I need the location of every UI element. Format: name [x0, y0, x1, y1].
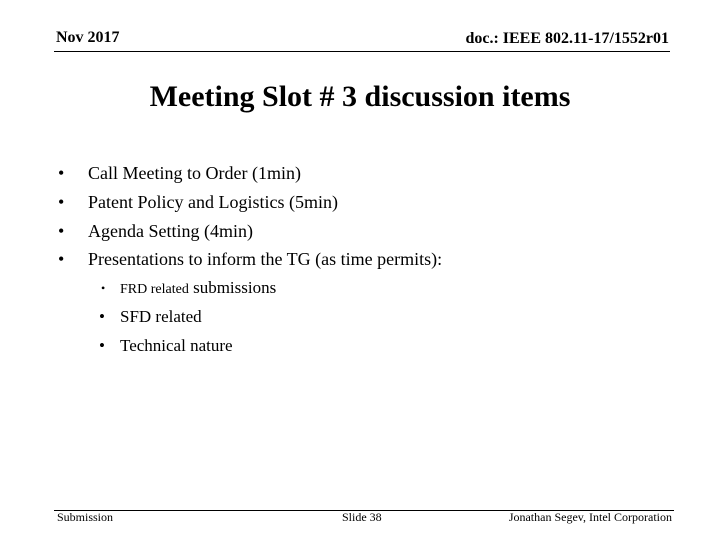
sub-bullet-item	[99, 306, 202, 328]
bullet-text: Agenda Setting (4min)	[88, 221, 253, 241]
footer-author: Jonathan Segev, Intel Corporation	[508, 510, 672, 524]
bullet-text: Call Meeting to Order (1min)	[88, 163, 301, 183]
bullet-icon: •	[99, 307, 105, 326]
bullet-icon: •	[58, 249, 65, 269]
header-doc-id: doc.: IEEE 802.11-17/1552r01	[465, 30, 669, 47]
slide-number: Slide 38	[342, 510, 382, 524]
bullet-icon: •	[58, 192, 65, 212]
bullet-item	[58, 248, 443, 270]
bullet-text: Technical nature	[120, 336, 233, 355]
bullet-item	[58, 191, 338, 213]
bullet-item	[58, 162, 301, 184]
bullet-text: Patent Policy and Logistics (5min)	[88, 192, 338, 212]
bullet-text: FRD related	[120, 282, 189, 297]
bullet-icon: •	[58, 163, 65, 183]
footer-submission: Submission	[57, 510, 114, 524]
sub-bullet-item	[101, 277, 277, 301]
header-date: Nov 2017	[56, 29, 120, 46]
bullet-item	[58, 220, 253, 242]
sub-bullet-item	[99, 335, 233, 357]
bullet-text: SFD related	[120, 307, 202, 326]
bullet-text: submissions	[188, 278, 277, 297]
bullet-icon: •	[101, 281, 106, 295]
bullet-text: Presentations to inform the TG (as time permits):	[88, 249, 443, 269]
bullet-icon: •	[58, 221, 65, 241]
slide-title: Meeting Slot # 3 discussion items	[149, 80, 571, 113]
bullet-icon: •	[99, 336, 105, 355]
